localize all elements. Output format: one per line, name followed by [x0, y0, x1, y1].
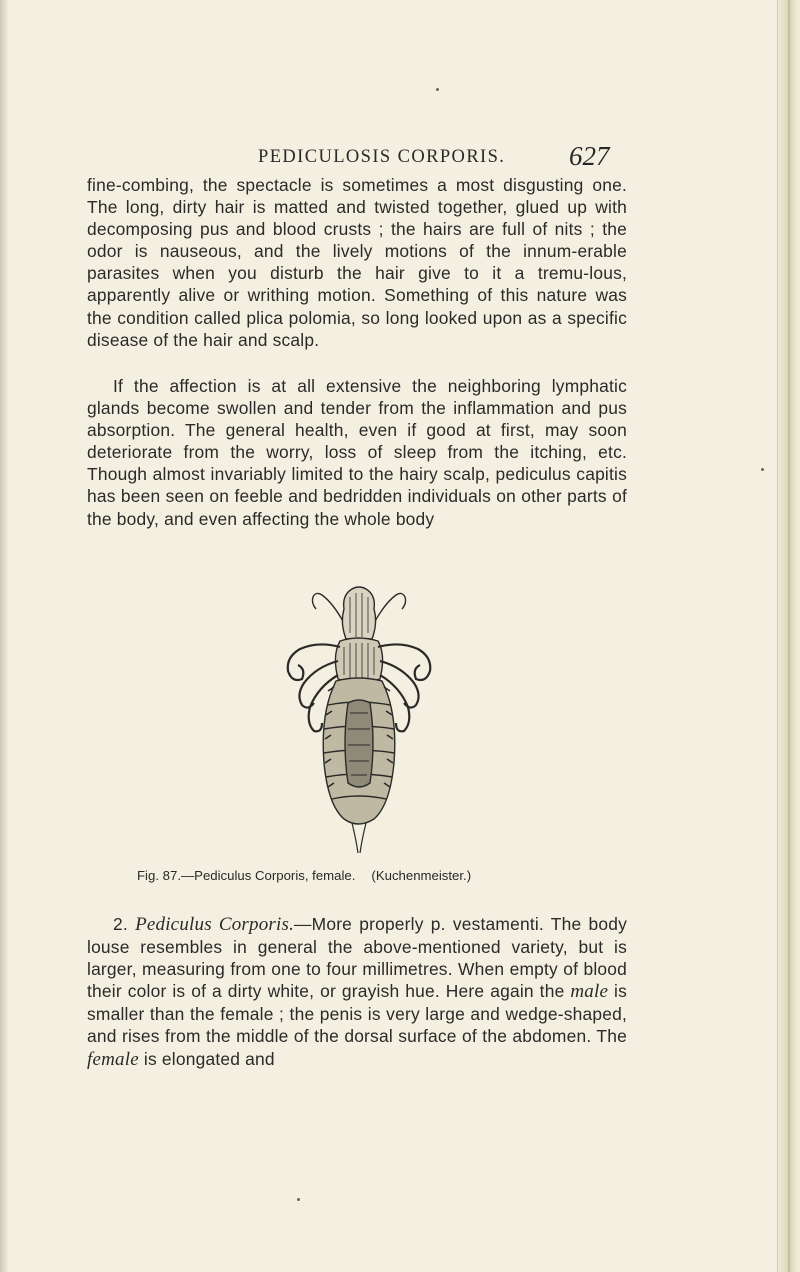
paper-speck [436, 88, 439, 91]
louse-illustration [278, 583, 440, 863]
figure-caption [137, 868, 471, 883]
para3-text-c: is elongated and [143, 1048, 275, 1069]
gutter-line [788, 0, 790, 1272]
para3-heading: Pediculus Corporis. [135, 914, 295, 935]
para3-male: male [570, 981, 609, 1003]
paper-speck [761, 468, 764, 471]
para3-text-a: —More properly p. vestamenti. The body louse resembles in general the above-mentioned variety, but is larger, measuring from one to four millimetres. When empty of blood their color is of a dirty white, or grayish hue. Here again the [87, 914, 628, 1002]
paragraph-2: If the affection is at all extensive the neighboring lymphatic glands become swollen and tender from the inflammation and pus absorption. The general health, even if good at first, may soon deteriorate from the worry, loss of sleep from the itching, etc. Though almost invariably limited to the hairy scalp, pediculus capitis has been seen on feeble and bedridden individuals on other parts of the body, and even affecting the whole body [87, 376, 627, 529]
para3-number: 2. [113, 914, 128, 934]
running-header: PEDICULOSIS CORPORIS. [258, 147, 506, 167]
caption-credit: (Kuchenmeister.) [371, 868, 472, 883]
para3-female: female [87, 1048, 139, 1070]
paper-speck [297, 1198, 300, 1201]
page-number: 627 [569, 141, 610, 171]
caption-main: Fig. 87.—Pediculus Corporis, female. [137, 868, 356, 883]
paragraph-3 [87, 913, 627, 1071]
page-left-edge [0, 0, 9, 1272]
para3-text-b: is smaller than the female ; the penis is very large and wedge-shaped, and rises from the middle of the dorsal surface of the abdomen. The [87, 981, 627, 1047]
paragraph-1: fine-combing, the spectacle is sometimes a most disgusting one. The long, dirty hair is matted and twisted together, glued up with decomposing pus and blood crusts ; the hairs are full of nits ; the odor is nauseous, and the lively motions of the innum-erable parasites when you disturb the hair give to it a tremu-lous, apparently alive or writhing motion. Something of this nature was the condition called plica polomia, so long looked upon as a specific disease of the hair and scalp. [87, 175, 627, 350]
